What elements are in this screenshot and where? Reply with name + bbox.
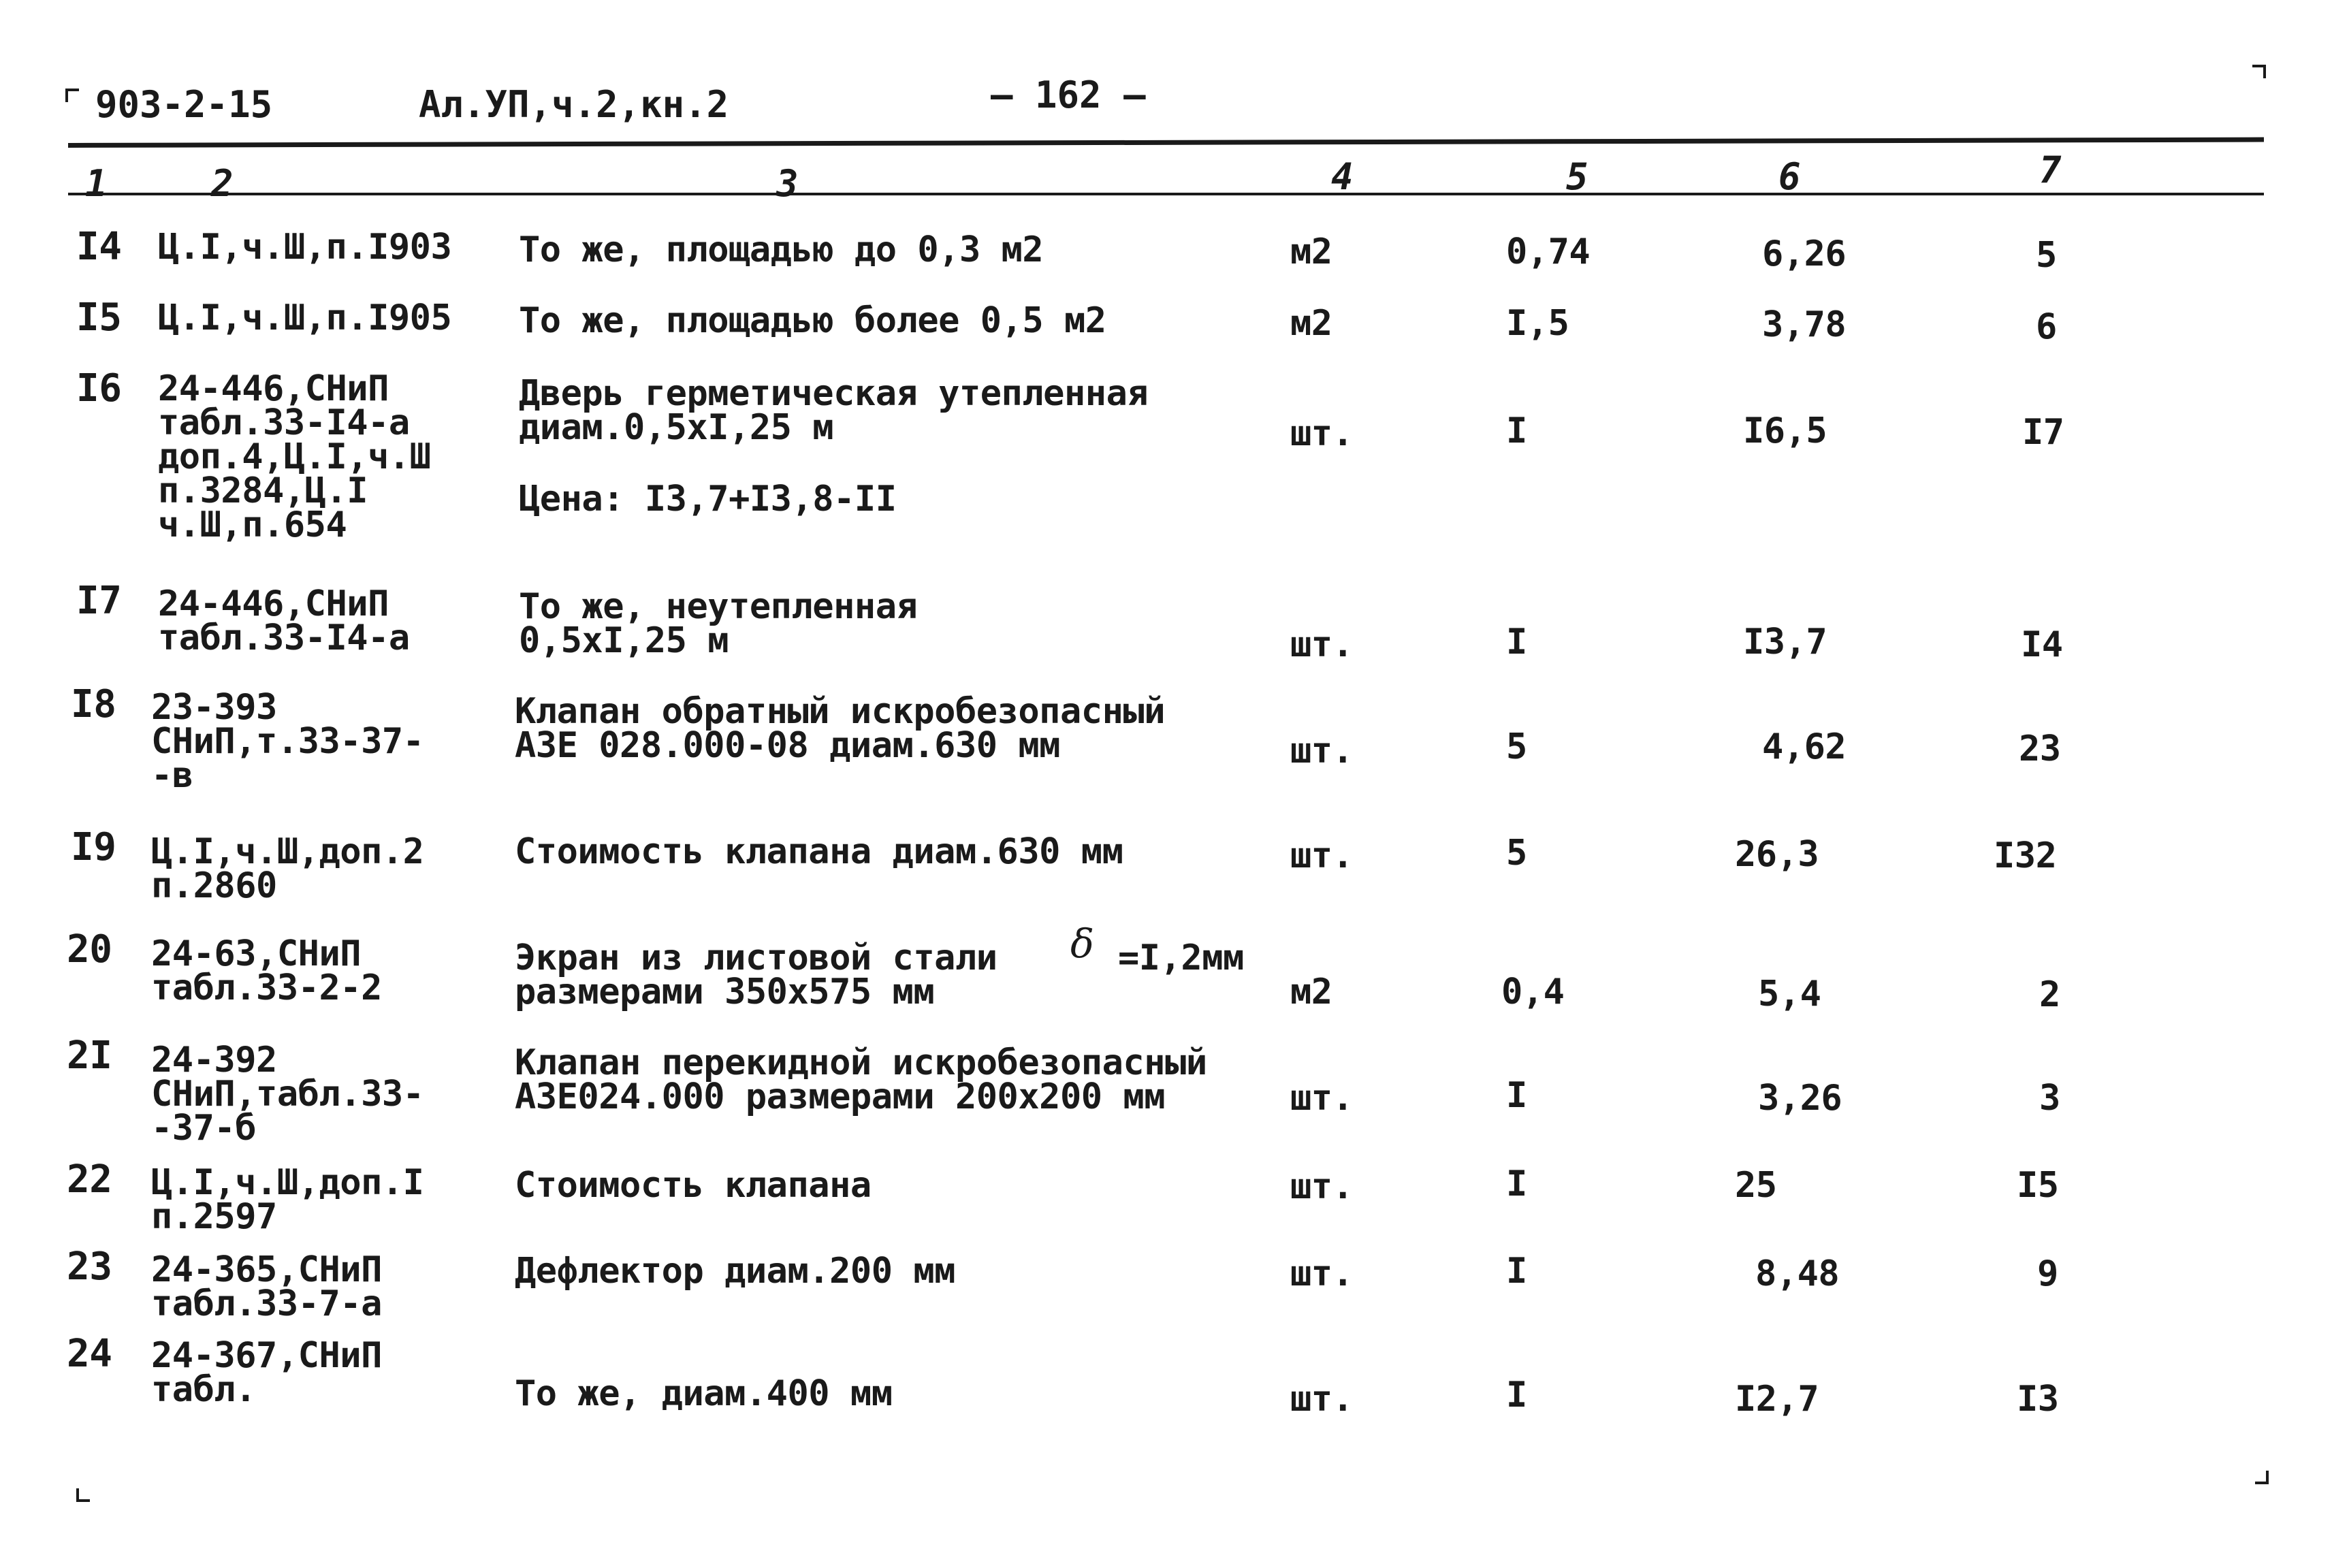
- row-total: 3: [2039, 1078, 2060, 1119]
- row-quantity: I: [1506, 1164, 1527, 1204]
- row-unit: шт.: [1290, 624, 1354, 665]
- row-price: 25: [1735, 1165, 1777, 1206]
- row-unit: шт.: [1290, 413, 1354, 454]
- row-quantity: 5: [1506, 833, 1527, 874]
- row-number: I5: [76, 295, 122, 340]
- row-price: 26,3: [1735, 834, 1819, 875]
- row-reference: 24-446,СНиП табл.33-I4-а: [158, 583, 410, 658]
- row-number: I8: [71, 682, 116, 726]
- row-description: Экран из листовой стали размерами 350х575 мм: [515, 938, 997, 1012]
- col-number-1: 1: [85, 162, 108, 205]
- row-reference: 24-365,СНиП табл.33-7-а: [151, 1249, 382, 1324]
- row-total: I32: [1994, 835, 2057, 876]
- row-description: То же, неутепленная 0,5хI,25 м: [519, 586, 918, 661]
- column-number-rule: [68, 193, 2264, 195]
- row-unit: м2: [1290, 972, 1332, 1012]
- row-total: I4: [2021, 624, 2063, 665]
- row-price: I6,5: [1743, 411, 1827, 451]
- row-description: Дефлектор диам.200 мм: [515, 1251, 955, 1292]
- row-reference: Ц.I,ч.Ш,доп.2 п.2860: [151, 831, 424, 906]
- row-number: 22: [67, 1157, 112, 1202]
- corner-mark-top-left: [65, 89, 79, 102]
- row-unit: шт.: [1290, 731, 1354, 771]
- row-total: 9: [2037, 1253, 2058, 1294]
- row-unit: шт.: [1290, 1078, 1354, 1119]
- col-number-2: 2: [211, 162, 234, 205]
- thickness-value: =I,2мм: [1118, 938, 1244, 978]
- row-total: 2: [2039, 974, 2060, 1015]
- row-total: 5: [2036, 235, 2057, 276]
- row-unit: шт.: [1290, 1379, 1354, 1420]
- row-reference: Ц.I,ч.Ш,п.I903: [158, 227, 452, 268]
- row-unit: м2: [1290, 231, 1332, 272]
- row-price: 6,26: [1762, 234, 1847, 274]
- row-number: 24: [67, 1332, 112, 1376]
- row-description: То же, диам.400 мм: [515, 1373, 893, 1414]
- row-description: Клапан перекидной искробезопасный АЗЕ024.000 размерами 200х200 мм: [515, 1042, 1207, 1117]
- thickness-symbol: δ: [1070, 921, 1094, 967]
- col-number-3: 3: [776, 162, 799, 205]
- row-reference: 24-63,СНиП табл.33-2-2: [151, 933, 382, 1008]
- row-price: 3,78: [1762, 304, 1847, 345]
- row-reference: 23-393 СНиП,т.33-37- -в: [151, 687, 424, 796]
- row-quantity: 0,4: [1501, 972, 1565, 1012]
- row-reference: Ц.I,ч.Ш,доп.I п.2597: [151, 1162, 424, 1237]
- row-number: I9: [71, 825, 116, 869]
- row-description: Клапан обратный искробезопасный АЗЕ 028.000-08 диам.630 мм: [515, 691, 1166, 766]
- row-number: I7: [76, 579, 122, 623]
- row-quantity: I: [1506, 1251, 1527, 1292]
- row-description: То же, площадью до 0,3 м2: [519, 229, 1044, 270]
- row-price: 5,4: [1758, 974, 1821, 1014]
- row-description: То же, площадью более 0,5 м2: [519, 300, 1106, 341]
- series-code: 903-2-15: [95, 83, 273, 126]
- row-quantity: I: [1506, 411, 1527, 451]
- row-number: I4: [76, 225, 122, 269]
- row-quantity: 0,74: [1506, 231, 1591, 272]
- row-unit: шт.: [1290, 835, 1354, 876]
- row-number: I6: [76, 366, 122, 411]
- row-description: Дверь герметическая утепленная диам.0,5хI,25 м: [519, 373, 1149, 448]
- row-quantity: I,5: [1506, 303, 1569, 344]
- row-unit: шт.: [1290, 1166, 1354, 1207]
- row-total: 23: [2019, 729, 2061, 769]
- col-number-7: 7: [2039, 148, 2062, 191]
- row-price: I2,7: [1735, 1379, 1819, 1420]
- page-number: — 162 —: [991, 74, 1146, 116]
- row-description: Стоимость клапана: [515, 1165, 872, 1206]
- row-price: 3,26: [1758, 1078, 1842, 1119]
- row-unit: м2: [1290, 303, 1332, 344]
- corner-mark-bottom-right: [2255, 1471, 2269, 1484]
- row-price: 4,62: [1762, 726, 1847, 767]
- row-price: 8,48: [1755, 1253, 1840, 1294]
- row-total: 6: [2036, 306, 2057, 347]
- row-number: 23: [67, 1245, 112, 1289]
- row-reference: 24-392 СНиП,табл.33- -37-б: [151, 1040, 424, 1149]
- row-reference: 24-446,СНиП табл.33-I4-а доп.4,Ц.I,ч.Ш п.3284,Ц.I ч.Ш,п.654: [158, 368, 431, 545]
- row-number: 2I: [67, 1034, 112, 1078]
- row-total: I3: [2017, 1379, 2059, 1420]
- row-price: I3,7: [1743, 622, 1827, 662]
- row-unit: шт.: [1290, 1253, 1354, 1294]
- corner-mark-bottom-left: [76, 1488, 90, 1502]
- row-quantity: 5: [1506, 726, 1527, 767]
- row-description: Стоимость клапана диам.630 мм: [515, 831, 1123, 872]
- row-total: I5: [2017, 1165, 2059, 1206]
- col-number-5: 5: [1566, 155, 1588, 198]
- row-quantity: I: [1506, 622, 1527, 662]
- col-number-4: 4: [1331, 155, 1354, 198]
- corner-mark-top-right: [2252, 65, 2266, 78]
- row-reference: Ц.I,ч.Ш,п.I905: [158, 298, 452, 338]
- album-reference: Ал.УП,ч.2,кн.2: [419, 83, 729, 126]
- row-number: 20: [67, 927, 112, 972]
- header-rule: [68, 138, 2264, 148]
- row-price-note: Цена: I3,7+I3,8-II: [519, 479, 897, 519]
- row-quantity: I: [1506, 1075, 1527, 1116]
- col-number-6: 6: [1778, 155, 1801, 198]
- row-total: I7: [2022, 412, 2064, 453]
- row-quantity: I: [1506, 1375, 1527, 1415]
- row-reference: 24-367,СНиП табл.: [151, 1335, 382, 1410]
